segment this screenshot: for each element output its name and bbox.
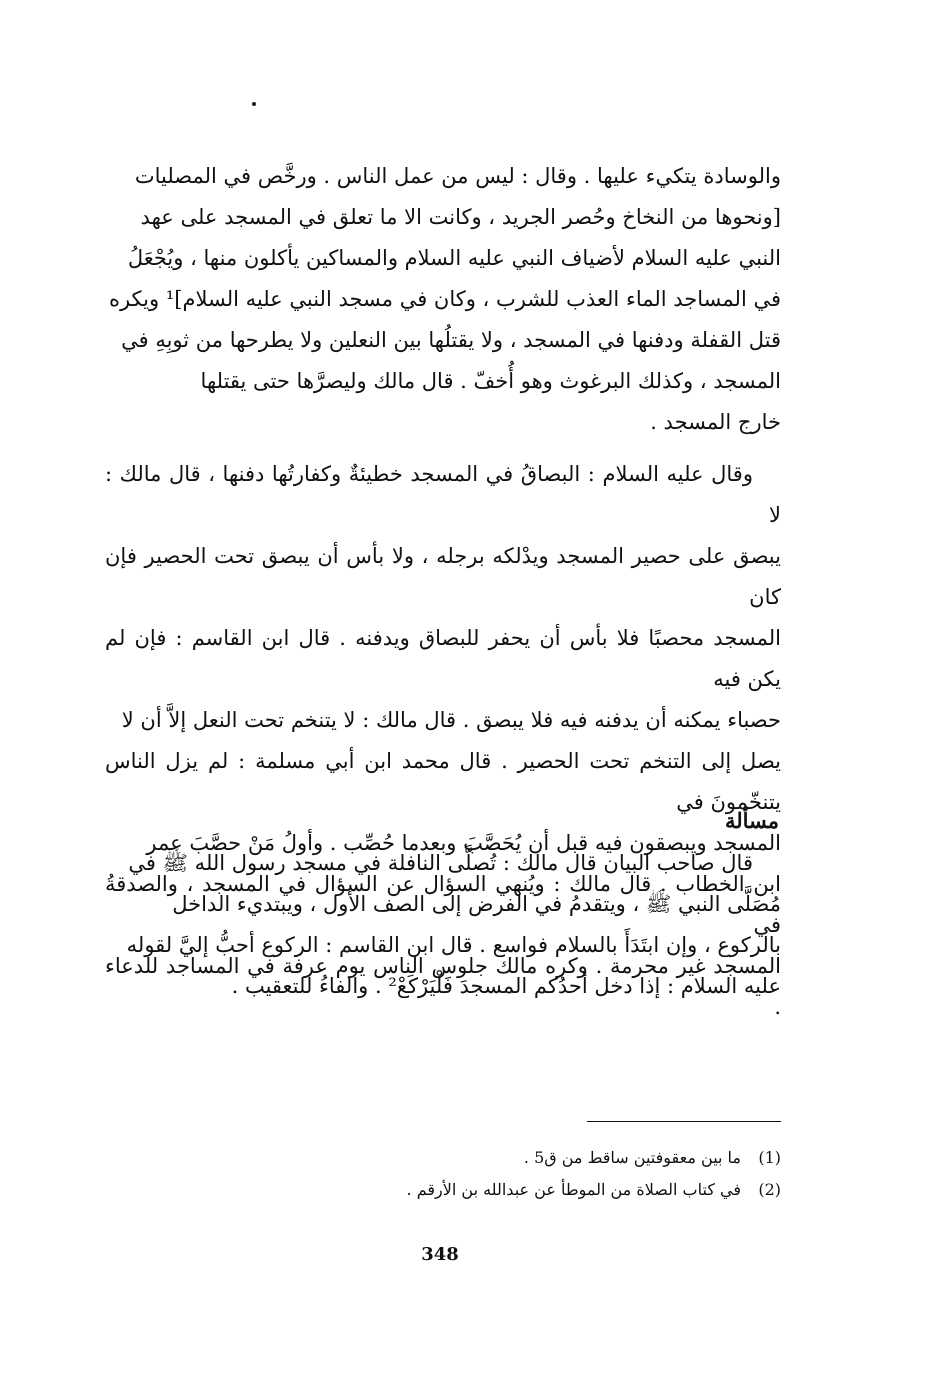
text-line: عليه السلام : إذا دخل أحدُكم المسجدَ فَلْيَرْكَعْ² . والفاءُ للتعقيب . bbox=[231, 974, 781, 998]
page-number: 348 bbox=[421, 1244, 459, 1265]
footnote bbox=[407, 1142, 781, 1174]
ink-speck bbox=[252, 102, 256, 106]
text-line: بالركوع ، وإن ابتَدَأَ بالسلام فواسع . قال ابن القاسم : الركوع أحبُّ إليَّ لقوله bbox=[126, 933, 781, 957]
text-line: المسجد محصبًا فلا بأس أن يحفر للبصاق ويدفنه . قال ابن القاسم : فإن لم يكن فيه bbox=[105, 626, 781, 691]
footnotes bbox=[407, 1142, 781, 1206]
text-line: قتل القفلة ودفنها في المسجد ، ولا يقتلُها بين النعلين ولا يطرحها من ثوبِهِ في bbox=[121, 328, 781, 352]
text-line: وقال عليه السلام : البصاقُ في المسجد خطيئةٌ وكفارتُها دفنها ، قال مالك : لا bbox=[105, 462, 781, 527]
section-heading: مسألة bbox=[724, 808, 779, 833]
paragraph-3 bbox=[105, 843, 781, 1007]
text-line: ابن الخطاب . قال مالك : ويُنهي السؤال عن السؤال في المسجد ، والصدقةُ في bbox=[105, 872, 781, 937]
text-line: يبصق على حصير المسجد ويدْلكه برجله ، ولا بأس أن يبصق تحت الحصير فإن كان bbox=[105, 544, 781, 609]
text-line: النبي عليه السلام لأضياف النبي عليه السلام والمساكين يأكلون منها ، ويُجْعَلُ bbox=[127, 246, 781, 270]
text-line: المسجد ، وكذلك البرغوث وهو أُخفّ . قال مالك وليصرَّها حتى يقتلها bbox=[200, 369, 781, 393]
footnote-text: ما بين معقوفتين ساقط من ق5 . bbox=[523, 1148, 741, 1167]
text-line: يصل إلى التنخم تحت الحصير . قال محمد ابن أبي مسلمة : لم يزل الناس يتنخّمونَ في bbox=[105, 749, 781, 814]
footnote-text: في كتاب الصلاة من الموطأ عن عبدالله بن الأرقم . bbox=[406, 1180, 741, 1199]
text-line: قال صاحب البيان قال مالك : تُصلَّى النافلة في مسجد رسول الله ﷺ في bbox=[128, 851, 753, 875]
footnote-number: (1) bbox=[758, 1148, 781, 1167]
text-line: في المساجد الماء العذب للشرب ، وكان في مسجد النبي عليه السلام]¹ ويكره bbox=[108, 287, 781, 311]
text-line: المسجد غير محرمة . وكره مالك جلوس الناس يوم عرفة في المساجد للدعاء . bbox=[105, 954, 781, 1019]
footnote-separator bbox=[587, 1121, 781, 1122]
text-line: المسجد ويبصقون فيه قبل أن يُحَصَّبَ وبعدما حُصِّب . وأولُ مَنْ حصَّبَ عمر bbox=[146, 831, 781, 855]
paragraph-1 bbox=[105, 156, 781, 443]
text-line: والوسادة يتكيء عليها . وقال : ليس من عمل الناس . ورخَّص في المصليات bbox=[134, 164, 781, 188]
text-line-first bbox=[105, 454, 781, 536]
footnote bbox=[407, 1174, 781, 1206]
text-line: مُصَلَّى النبي ﷺ ، ويتقدمُ في الفرض إلى الصف الأول ، ويبتديء الداخل bbox=[172, 892, 781, 916]
text-line-first bbox=[105, 843, 781, 884]
text-line: حصباء يمكنه أن يدفنه فيه فلا يبصق . قال مالك : لا يتنخم تحت النعل إلاَّ أن لا bbox=[121, 708, 781, 732]
text-line: [ونحوها من النخاخ وحُصر الجريد ، وكانت الا ما تعلق في المسجد على عهد bbox=[140, 205, 781, 229]
text-line: خارج المسجد . bbox=[650, 410, 781, 434]
footnote-number: (2) bbox=[758, 1180, 781, 1199]
